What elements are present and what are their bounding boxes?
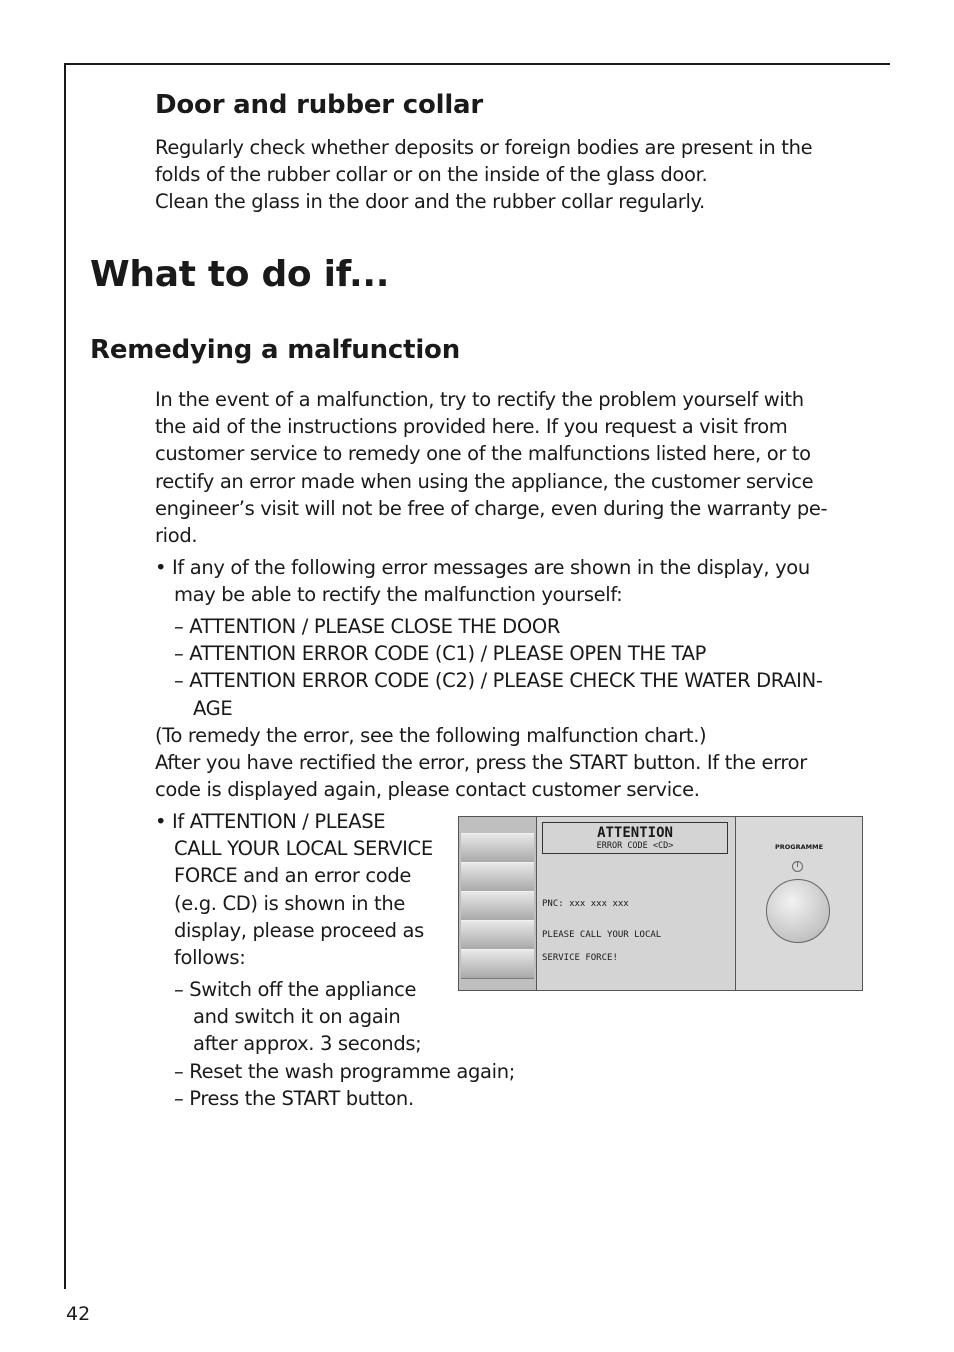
control-panel-illustration [458,816,863,991]
text-line: riod. [155,523,198,547]
text-line: • If any of the following error messages are shown in the display, you [155,556,810,579]
display-error-code: ERROR CODE <CD> [596,841,674,851]
error-item: – ATTENTION / PLEASE CLOSE THE DOOR [174,615,561,638]
page-number: 42 [66,1303,91,1325]
steps-list [174,976,515,1112]
panel-button [461,891,534,921]
text-line: follows: [174,945,246,969]
panel-button-strip [459,817,537,990]
top-rule [64,63,890,65]
text-line: rectify an error made when using the appliance, the customer service [155,469,814,493]
programme-label: PROGRAMME [774,843,824,851]
text-line: • If ATTENTION / PLEASE [155,810,386,833]
text-line: code is displayed again, please contact customer service. [155,778,700,802]
bullet-error-messages [155,554,810,608]
display-title: ATTENTION [597,825,673,841]
display-message-2: SERVICE FORCE! [542,953,618,963]
step-item: and switch it on again [193,1005,401,1029]
after-text [155,722,807,804]
text-line: the aid of the instructions provided here. If you request a visit from [155,415,788,439]
attention-box [542,822,728,854]
panel-button [461,833,534,863]
text-line: display, please proceed as [174,918,424,942]
error-item: AGE [193,696,233,720]
programme-section [736,817,862,990]
text-line: FORCE and an error code [174,864,412,888]
text-line: Regularly check whether deposits or foreign bodies are present in the [155,136,813,159]
panel-button [461,862,534,892]
power-icon [792,861,803,872]
text-line: After you have rectified the error, press the START button. If the error [155,751,807,775]
panel-button [461,949,534,979]
step-item: – Switch off the appliance [174,978,417,1001]
remedy-section-title: Remedying a malfunction [90,335,461,365]
panel-button [461,920,534,950]
bullet-service-force [155,808,433,971]
error-item: – ATTENTION ERROR CODE (C2) / PLEASE CHECK THE WATER DRAIN- [174,669,823,693]
programme-knob [766,879,830,943]
error-item: – ATTENTION ERROR CODE (C1) / PLEASE OPEN THE TAP [174,642,707,666]
text-line: (To remedy the error, see the following malfunction chart.) [155,724,707,747]
text-line: (e.g. CD) is shown in the [174,891,405,915]
text-line: folds of the rubber collar or on the inside of the glass door. [155,163,708,187]
door-section-text [155,134,812,216]
step-item: after approx. 3 seconds; [193,1032,422,1056]
text-line: engineer’s visit will not be free of charge, even during the warranty pe- [155,496,828,520]
text-line: Clean the glass in the door and the rubber collar regularly. [155,190,705,214]
text-line: customer service to remedy one of the malfunctions listed here, or to [155,442,811,466]
display-pnc: PNC: xxx xxx xxx [542,899,629,909]
text-line: CALL YOUR LOCAL SERVICE [174,837,433,861]
step-item: – Reset the wash programme again; [174,1059,515,1083]
left-rule [64,63,66,1289]
error-message-list [174,613,823,722]
door-section-title: Door and rubber collar [155,90,484,120]
text-line: may be able to rectify the malfunction yourself: [174,583,623,607]
remedy-intro [155,386,827,549]
display-message-1: PLEASE CALL YOUR LOCAL [542,930,662,940]
display-screen [537,817,736,990]
main-title: What to do if... [90,254,390,295]
step-item: – Press the START button. [174,1086,414,1110]
text-line: In the event of a malfunction, try to rectify the problem yourself with [155,388,804,411]
